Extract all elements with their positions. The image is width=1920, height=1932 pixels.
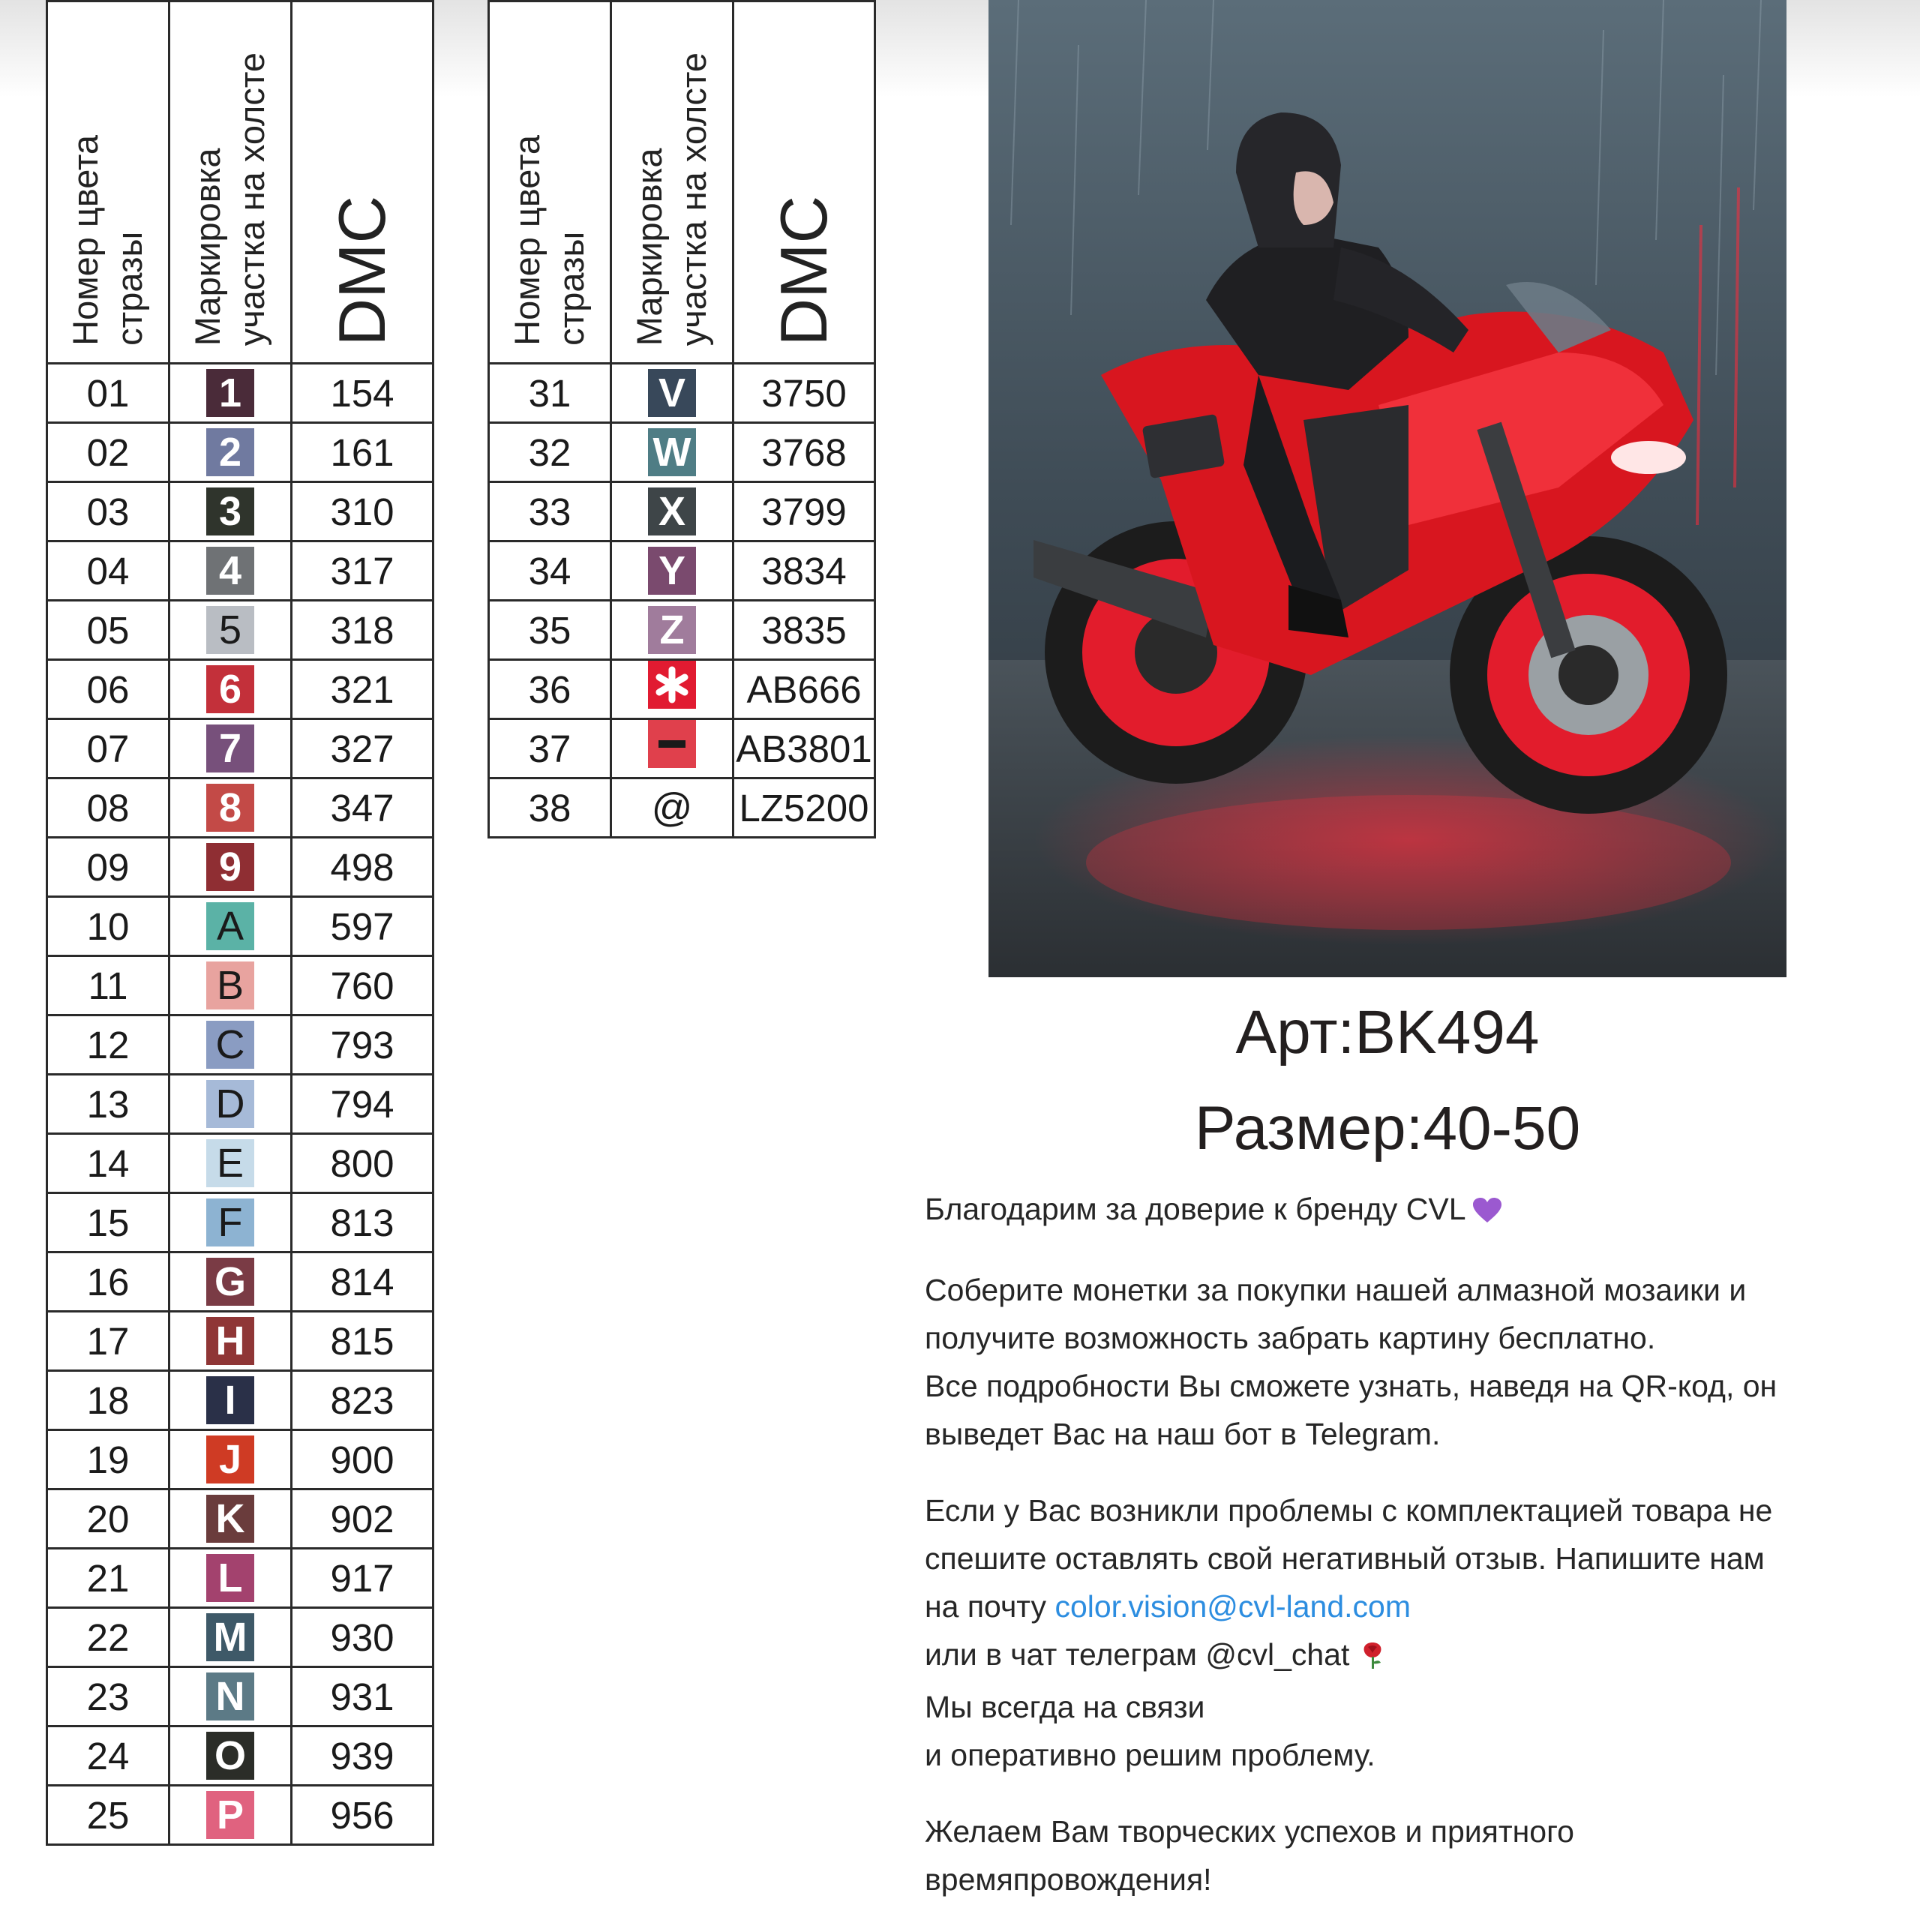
support-line: Если у Вас возникли проблемы с комплектацией товара не [925,1493,1773,1528]
symbol-cell [170,601,292,660]
header-color-number-line2: стразы [551,231,591,346]
symbol-badge: 2 [206,428,254,476]
color-number-cell: 23 [47,1667,170,1726]
symbol-cell [611,778,734,838]
color-number-cell: 10 [47,897,170,956]
symbol-cell [170,1490,292,1549]
legend-row [489,423,875,482]
color-number-cell: 19 [47,1430,170,1490]
dmc-code-cell: AB3801 [734,719,875,778]
symbol-cell [170,1371,292,1430]
symbol-cell [170,1430,292,1490]
legend-row [47,1134,434,1193]
legend-row [47,838,434,897]
support-paragraph [925,1486,1900,1779]
dmc-code-cell: 317 [292,542,434,601]
color-number-cell: 34 [489,542,611,601]
color-number-cell: 33 [489,482,611,542]
header-color-number-line1: Номер цвета [65,135,106,346]
legend-row [47,423,434,482]
legend-row [47,1490,434,1549]
symbol-badge: 1 [206,369,254,417]
header-canvas-marking-line1: Маркировка [188,148,228,346]
color-number-cell: 35 [489,601,611,660]
promo-paragraph [925,1266,1900,1458]
legend-row [47,1608,434,1667]
symbol-cell [170,660,292,719]
symbol-badge: V [648,369,696,417]
symbol-cell [170,719,292,778]
dmc-code-cell: 3768 [734,423,875,482]
legend-row [47,482,434,542]
symbol-cell [611,719,734,778]
purple-heart-icon [1472,1190,1502,1238]
dmc-code-cell: 939 [292,1726,434,1786]
symbol-badge: 9 [206,843,254,891]
dmc-code-cell: 956 [292,1786,434,1845]
symbol-badge: J [206,1436,254,1484]
symbol-cell [170,778,292,838]
wish-line: времяпровождения! [925,1862,1212,1897]
symbol-cell [170,1312,292,1371]
dmc-code-cell: 815 [292,1312,434,1371]
dmc-code-cell: 310 [292,482,434,542]
support-line: и оперативно решим проблему. [925,1738,1376,1772]
symbol-badge: E [206,1139,254,1187]
thanks-text: Благодарим за доверие к бренду CVL [925,1192,1466,1226]
symbol-cell [170,423,292,482]
dmc-code-cell: 318 [292,601,434,660]
dmc-code-cell: 917 [292,1549,434,1608]
color-number-cell: 06 [47,660,170,719]
promo-line: получите возможность забрать картину бесплатно. [925,1321,1656,1355]
wish-line: Желаем Вам творческих успехов и приятного [925,1814,1574,1849]
support-chat-text: или в чат телеграм @cvl_chat [925,1637,1350,1672]
dmc-code-cell: 3835 [734,601,875,660]
color-number-cell: 09 [47,838,170,897]
support-email-link[interactable]: color.vision@cvl-land.com [1054,1589,1412,1624]
legend-row [47,719,434,778]
dmc-code-cell: 800 [292,1134,434,1193]
symbol-badge: B [206,962,254,1010]
color-number-cell: 07 [47,719,170,778]
header-dmc-label: DMC [325,195,399,346]
color-number-cell: 25 [47,1786,170,1845]
dmc-code-cell: 3799 [734,482,875,542]
color-number-cell: 08 [47,778,170,838]
legend-row [489,660,875,719]
symbol-cell [170,956,292,1016]
header-canvas-marking [611,2,734,364]
symbol-badge: D [206,1080,254,1128]
dmc-code-cell: 793 [292,1016,434,1075]
symbol-badge: O [206,1732,254,1780]
legend-row [47,1667,434,1726]
support-email-line [925,1582,1900,1630]
legend-row [47,1193,434,1252]
color-number-cell: 36 [489,660,611,719]
color-legend-table-left [46,0,434,1846]
dmc-code-cell: 498 [292,838,434,897]
header-dmc-label: DMC [766,195,841,346]
header-color-number [47,2,170,364]
symbol-badge: 7 [206,724,254,772]
legend-row [47,1786,434,1845]
symbol-cell [170,1016,292,1075]
symbol-badge: F [206,1198,254,1246]
dmc-code-cell: 794 [292,1075,434,1134]
color-number-cell: 37 [489,719,611,778]
color-number-cell: 16 [47,1252,170,1312]
asterisk-icon [648,661,696,709]
symbol-cell [170,1786,292,1845]
symbol-cell [170,1667,292,1726]
legend-row [489,778,875,838]
color-number-cell: 18 [47,1371,170,1430]
thank-you-message [925,1185,1900,1932]
dmc-code-cell: 327 [292,719,434,778]
promo-line: Соберите монетки за покупки нашей алмазной мозаики и [925,1273,1747,1307]
legend-row [47,1726,434,1786]
symbol-cell [170,542,292,601]
symbol-badge: W [648,428,696,476]
header-color-number-line1: Номер цвета [507,135,548,346]
symbol-cell [170,1549,292,1608]
symbol-badge: L [206,1554,254,1602]
symbol-cell [170,838,292,897]
header-dmc [734,2,875,364]
header-canvas-marking-line2: участка на холсте [674,52,713,346]
symbol-cell [170,1608,292,1667]
header-dmc [292,2,434,364]
color-number-cell: 20 [47,1490,170,1549]
article-code: Арт:BK494 [1235,998,1540,1066]
symbol-cell [611,364,734,423]
symbol-badge: M [206,1613,254,1661]
symbol-badge: 5 [206,606,254,654]
symbol-badge: K [206,1495,254,1543]
dmc-code-cell: LZ5200 [734,778,875,838]
symbol-cell [170,364,292,423]
header-canvas-marking-line1: Маркировка [629,148,670,346]
color-number-cell: 01 [47,364,170,423]
dmc-code-cell: 930 [292,1608,434,1667]
symbol-cell [170,482,292,542]
dmc-code-cell: 321 [292,660,434,719]
legend-row [489,364,875,423]
legend-row [47,897,434,956]
header-canvas-marking [170,2,292,364]
legend-row [489,719,875,778]
color-number-cell: 17 [47,1312,170,1371]
legend-row [47,1016,434,1075]
symbol-badge: @ [651,785,693,830]
color-number-cell: 38 [489,778,611,838]
legend-header-row [489,2,875,364]
symbol-cell [611,482,734,542]
dmc-code-cell: 3750 [734,364,875,423]
symbol-badge: 3 [206,488,254,536]
header-color-number-line2: стразы [110,231,149,346]
dmc-code-cell: AB666 [734,660,875,719]
dmc-code-cell: 3834 [734,542,875,601]
color-number-cell: 31 [489,364,611,423]
symbol-badge: C [206,1021,254,1069]
legend-row [47,1549,434,1608]
legend-header-row [47,2,434,364]
color-number-cell: 15 [47,1193,170,1252]
color-number-cell: 14 [47,1134,170,1193]
legend-row [47,1430,434,1490]
symbol-badge: X [648,488,696,536]
symbol-cell [611,660,734,719]
dmc-code-cell: 760 [292,956,434,1016]
symbol-cell [170,1726,292,1786]
dmc-code-cell: 902 [292,1490,434,1549]
legend-row [47,364,434,423]
color-number-cell: 13 [47,1075,170,1134]
symbol-badge: 6 [206,665,254,713]
symbol-badge: I [206,1376,254,1424]
color-number-cell: 05 [47,601,170,660]
dmc-code-cell: 161 [292,423,434,482]
legend-row [47,1312,434,1371]
motorcycle-girl-illustration [988,0,1786,977]
legend-row [47,601,434,660]
wish-paragraph [925,1808,1900,1904]
legend-row [489,601,875,660]
symbol-badge: P [206,1791,254,1839]
color-number-cell: 11 [47,956,170,1016]
color-number-cell: 24 [47,1726,170,1786]
legend-row [47,1075,434,1134]
symbol-badge: Z [648,606,696,654]
symbol-badge: Y [648,547,696,595]
symbol-badge: G [206,1258,254,1306]
symbol-cell [170,1193,292,1252]
dmc-code-cell: 597 [292,897,434,956]
symbol-badge: H [206,1317,254,1365]
color-number-cell: 02 [47,423,170,482]
thanks-paragraph [925,1185,1900,1238]
product-picture [988,0,1786,977]
symbol-badge: N [206,1672,254,1720]
dmc-code-cell: 347 [292,778,434,838]
legend-row [489,482,875,542]
dmc-code-cell: 823 [292,1371,434,1430]
symbol-badge: A [206,902,254,950]
dmc-code-cell: 813 [292,1193,434,1252]
minus-icon [648,720,696,768]
symbol-cell [170,1075,292,1134]
support-line: спешите оставлять свой негативный отзыв. Напишите нам [925,1541,1765,1576]
color-number-cell: 22 [47,1608,170,1667]
symbol-cell [170,1252,292,1312]
symbol-badge: 8 [206,784,254,832]
support-line: Мы всегда на связи [925,1690,1205,1724]
dmc-code-cell: 900 [292,1430,434,1490]
color-number-cell: 32 [489,423,611,482]
symbol-cell [170,1134,292,1193]
support-email-prefix: на почту [925,1589,1055,1624]
dmc-code-cell: 931 [292,1667,434,1726]
legend-row [47,1252,434,1312]
rose-icon [1360,1635,1385,1683]
symbol-badge: 4 [206,547,254,595]
support-chat-line [925,1630,1900,1683]
color-number-cell: 04 [47,542,170,601]
symbol-cell [611,601,734,660]
color-number-cell: 12 [47,1016,170,1075]
header-color-number [489,2,611,364]
symbol-cell [611,423,734,482]
color-number-cell: 03 [47,482,170,542]
dmc-code-cell: 814 [292,1252,434,1312]
promo-line: выведет Вас на наш бот в Telegram. [925,1417,1441,1451]
symbol-cell [611,542,734,601]
header-canvas-marking-line2: участка на холсте [232,52,272,346]
symbol-cell [170,897,292,956]
legend-row [489,542,875,601]
legend-row [47,956,434,1016]
color-legend-table-right [488,0,876,838]
article-size: Размер:40-50 [1194,1094,1581,1162]
dmc-code-cell: 154 [292,364,434,423]
color-number-cell: 21 [47,1549,170,1608]
legend-row [47,660,434,719]
legend-row [47,542,434,601]
legend-row [47,1371,434,1430]
legend-row [47,778,434,838]
promo-line: Все подробности Вы сможете узнать, наведя на QR-код, он [925,1369,1778,1403]
